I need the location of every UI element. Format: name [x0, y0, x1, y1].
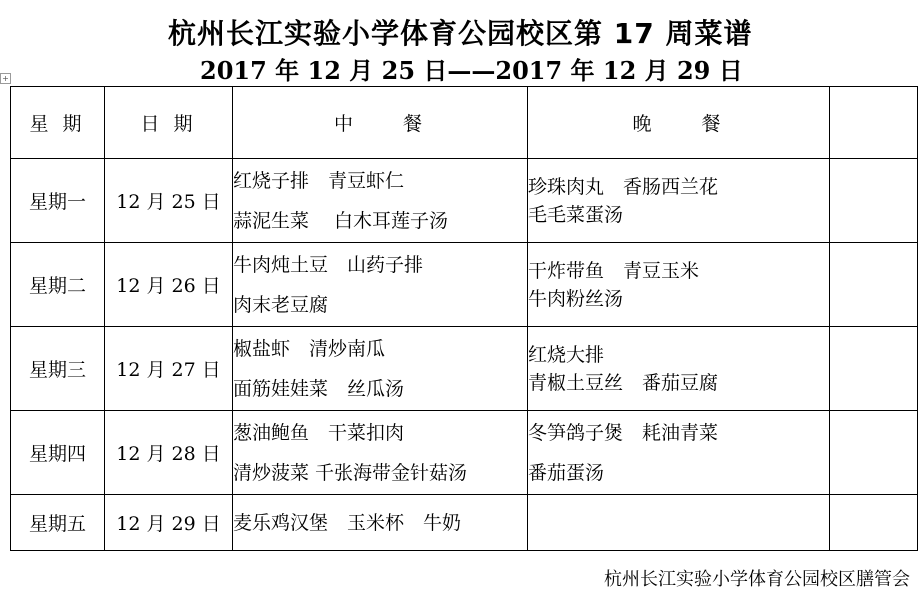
- dinner-cell: [528, 159, 830, 243]
- extra-cell: [830, 327, 918, 411]
- dish-line: 番茄蛋汤: [528, 461, 605, 484]
- weekday-cell: 星期三: [11, 327, 105, 411]
- header-weekday: 星 期: [11, 87, 105, 159]
- dish-line: 面筋娃娃菜 丝瓜汤: [233, 377, 405, 400]
- date-cell: 12 月 26 日: [105, 243, 233, 327]
- extra-cell: [830, 495, 918, 551]
- weekly-menu-table: [10, 86, 918, 551]
- header-row: [11, 87, 918, 159]
- date-cell: 12 月 28 日: [105, 411, 233, 495]
- dinner-cell: [528, 411, 830, 495]
- table-row: [11, 495, 918, 551]
- table-anchor-icon[interactable]: +: [0, 73, 11, 84]
- dish-line: 牛肉粉丝汤: [528, 287, 624, 310]
- dish-line: 牛肉炖土豆 山药子排: [233, 253, 424, 276]
- header-date: 日 期: [105, 87, 233, 159]
- dinner-cell: [528, 495, 830, 551]
- extra-cell: [830, 243, 918, 327]
- lunch-cell: [233, 495, 528, 551]
- dish-line: 蒜泥生菜 白木耳莲子汤: [233, 209, 449, 232]
- dish-line: 红烧子排 青豆虾仁: [233, 169, 405, 192]
- dish-line: 红烧大排: [528, 343, 605, 366]
- footer-signature: 杭州长江实验小学体育公园校区膳管会: [604, 569, 910, 590]
- extra-cell: [830, 411, 918, 495]
- menu-title: 杭州长江实验小学体育公园校区第 17 周菜谱: [168, 17, 753, 50]
- lunch-cell: [233, 159, 528, 243]
- lunch-cell: [233, 327, 528, 411]
- dinner-cell: [528, 327, 830, 411]
- header-dinner: 晚 餐: [528, 87, 830, 159]
- weekday-cell: 星期一: [11, 159, 105, 243]
- lunch-cell: [233, 243, 528, 327]
- weekday-cell: 星期五: [11, 495, 105, 551]
- dinner-cell: [528, 243, 830, 327]
- dish-line: 肉末老豆腐: [233, 293, 329, 316]
- date-cell: 12 月 27 日: [105, 327, 233, 411]
- table-row: [11, 411, 918, 495]
- weekday-cell: 星期四: [11, 411, 105, 495]
- dish-line: 冬笋鸽子煲 耗油青菜: [528, 421, 719, 444]
- lunch-cell: [233, 411, 528, 495]
- dish-line: 干炸带鱼 青豆玉米: [528, 259, 700, 282]
- date-cell: 12 月 29 日: [105, 495, 233, 551]
- header-lunch: 中 餐: [233, 87, 528, 159]
- weekday-cell: 星期二: [11, 243, 105, 327]
- dish-line: 清炒菠菜 千张海带金针菇汤: [233, 461, 468, 484]
- table-row: [11, 327, 918, 411]
- dish-line: 葱油鲍鱼 干菜扣肉: [233, 421, 405, 444]
- table-row: [11, 159, 918, 243]
- dish-line: 毛毛菜蛋汤: [528, 203, 624, 226]
- extra-cell: [830, 159, 918, 243]
- date-range: 2017 年 12 月 25 日——2017 年 12 月 29 日: [200, 56, 743, 85]
- dish-line: 珍珠肉丸 香肠西兰花: [528, 175, 719, 198]
- date-cell: 12 月 25 日: [105, 159, 233, 243]
- dish-line: 椒盐虾 清炒南瓜: [233, 337, 386, 360]
- dish-line: 麦乐鸡汉堡 玉米杯 牛奶: [233, 511, 462, 534]
- dish-line: 青椒土豆丝 番茄豆腐: [528, 371, 719, 394]
- table-row: [11, 243, 918, 327]
- header-extra: [830, 87, 918, 159]
